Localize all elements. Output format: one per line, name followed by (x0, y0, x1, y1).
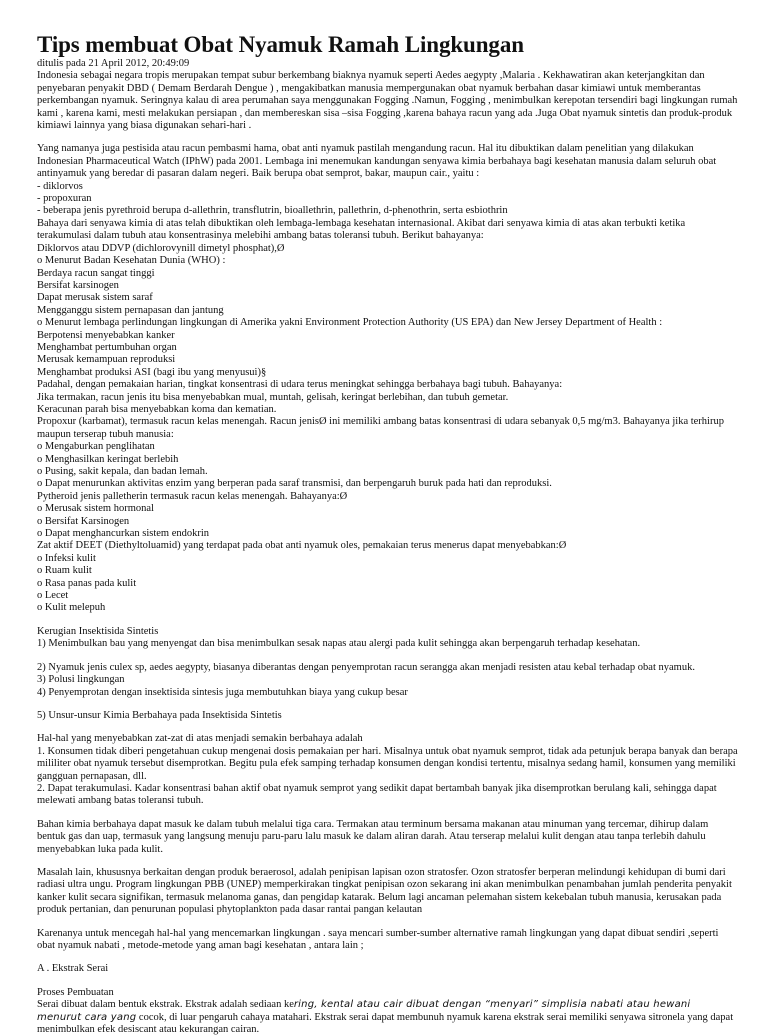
spacer (37, 722, 738, 733)
process-text-handwritten: ring, kental atau cair dibuat dengan “menyari” simplisia nabati atau hewani menurut cara yang (37, 999, 694, 1023)
paragraph-losses: Kerugian Insektisida Sintetis 1) Menimbulkan bau yang menyengat dan bisa menimbulkan sesak napas atau alergi pada kulit sehingga akan berpengaruh terhadap kesehatan. (37, 625, 641, 650)
paragraph-alternatives: Karenanya untuk mencegah hal-hal yang mencemarkan lingkungan . saya mencari sumber-sumber alternative ramah lingkungan yang dapat dibuat sendiri ,seperti obat nyamuk nabati , metode-metode yang aman bagi kesehatan , antara lain ; (37, 927, 722, 951)
paragraph-causes: Hal-hal yang menyebabkan zat-zat di atas menjadi semakin berbahaya adalah 1. Konsumen tidak diberi pengetahuan cukup mengenai dosis pemakaian per hari. Misalnya untuk obat nyamuk semprot, tidak ada petunjuk berapa banyak dan berapa mililiter obat nyamuk tersebut disemprotkan. Begitu pula efek samping terhadap konsumen dengan kondisi tertentu, misalnya sedang hamil, konsumen yang memiliki gangguan pernapasan, dll. 2. Dapat terakumulasi. Kadar konsentrasi bahan aktif obat nyamuk semprot yang sedikit dapat bertambah banyak jika disemprotkan berulang kali, sehingga dapat melewati ambang batas toleransi tubuh. (37, 733, 738, 807)
spacer (37, 132, 738, 143)
article-date: ditulis pada 21 April 2012, 20:49:09 (37, 58, 190, 69)
spacer (37, 615, 738, 626)
process-text-start: Serai dibuat dalam bentuk ekstrak. Ekstrak adalah sediaan ke (37, 999, 294, 1011)
spacer (37, 856, 738, 867)
paragraph-resistance: 2) Nyamuk jenis culex sp, aedes aegypty, biasanya diberantas dengan penyemprotan racun serangga akan menjadi resisten atau kebal terhadap obat nyamuk. 3) Polusi lingkungan 4) Penyemprotan dengan insektisida sintesis juga membutuhkan biaya yang cukup besar (37, 661, 695, 698)
spacer (37, 952, 738, 963)
section-heading-serai: A . Ekstrak Serai (37, 963, 109, 975)
paragraph-chemicals-heading: 5) Unsur-unsur Kimia Berbahaya pada Insektisida Sintetis (37, 709, 282, 721)
paragraph-hazards: Yang namanya juga pestisida atau racun pembasmi hama, obat anti nyamuk pastilah mengandung racun. Hal itu dibuktikan dalam penelitian yang dilakukan Indonesian Pharmaceutical Watch (IPhW) pada 2001. Lembaga ini menemukan kandungan senyawa kimia berbahaya bagi kesehatan manusia dalam seluruh obat antinyamuk yang beredar di pasaran dalam negeri. Baik berupa obat semprot, bakar, maupun cair., yaitu : - diklorvos - propoxuran - beberapa jenis pyrethroid berupa d-allethrin, transflutrin, bioallethrin, pallethrin, d-phenothrin, serta esbiothrin Bahaya dari senyawa kimia di atas telah dibuktikan oleh lembaga-lembaga kesehatan internasional. Akibat dari senyawa kimia di atas akan terbukti ketika terakumulasi dalam tubuh atau konsentrasinya melebihi ambang batas toleransi tubuh. Berikut bahayanya: Diklorvos atau DDVP (dichlorovynill dimetyl phosphat),Ø o Menurut Badan Kesehatan Dunia (WHO) : Berdaya racun sangat tinggi Bersifat karsinogen Dapat merusak sistem saraf Mengganggu sistem pernapasan dan jantung o Menurut lembaga perlindungan lingkungan di Amerika yakni Environment Protection Authority (US EPA) dan New Jersey Department of Health : Berpotensi menyebabkan kanker Menghambat pertumbuhan organ Merusak kemampuan reproduksi Menghambat produksi ASI (bagi ibu yang menyusui)§ Padahal, dengan pemakaian harian, tingkat konsentrasi di udara terus meningkat sehingga berbahaya bagi tubuh. Bahayanya: Jika termakan, racun jenis itu bisa menyebabkan mual, muntah, gelisah, keringat berlebihan, dan tubuh gemetar. Keracunan parah bisa menyebabkan koma dan kematian. Propoxur (karbamat), termasuk racun kelas menengah. Racun jenisØ ini memiliki ambang batas konsentrasi di udara sebanyak 0,5 mg/m3. Bahayanya jika terhirup maupun terserap tubuh manusia: o Mengaburkan penglihatan o Menghasilkan keringat berlebih o Pusing, sakit kepala, dan badan lemah. o Dapat menurunkan aktivitas enzim yang berperan pada saraf transmisi, dan berpengaruh buruk pada hati dan reproduksi. Pytheroid jenis palletherin termasuk racun kelas menengah. Bahayanya:Ø o Merusak sistem hormonal o Bersifat Karsinogen o Dapat menghancurkan sistem endokrin Zat aktif DEET (Diethyltoluamid) yang terdapat pada obat anti nyamuk oles, pemakaian terus menerus dapat menyebabkan:Ø o Infeksi kulit o Ruam kulit o Rasa panas pada kulit o Lecet o Kulit melepuh (37, 143, 724, 614)
spacer (37, 699, 738, 710)
spacer (37, 651, 738, 662)
process-text-rest: cocok, di luar pengaruh cahaya matahari. Ekstrak serai dapat membunuh nyamuk karena ekstrak serai memiliki senyawa sitronela yang dapat menimbulkan efek desiscant atau kekurangan cairan. (37, 1011, 736, 1036)
paragraph-entry-routes: Bahan kimia berbahaya dapat masuk ke dalam tubuh melalui tiga cara. Termakan atau terminum bersama makanan atau minuman yang tercemar, dihirup dalam bentuk gas dan uap, termasuk yang langsung menuju paru-paru lalu masuk ke dalam aliran darah. Atau terserap melalui kulit dengan atau tanpa terlebih dahulu menyebabkan luka pada kulit. (37, 818, 711, 855)
spacer (37, 808, 738, 819)
paragraph-intro: Indonesia sebagai negara tropis merupakan tempat subur berkembang biaknya nyamuk seperti Aedes aegypty ,Malaria . Kekhawatiran akan keterjangkitan dan penyebaran penyakit DBD ( Demam Berdarah Dengue ) , mengakibatkan manusia mempergunakan obat nyamuk berbahan dasar kimiawi untuk memberantas perkembangan nyamuk. Seringnya kalau di area perumahan saya menggunakan Fogging .Namun, Fogging , menimbulkan kerepotan tersendiri bagi lingkungan rumah kami , karena kami, mesti melakukan persiapan , dan membereskan sisa –sisa Fogging ,karena bahaya racun yang ada .Juga Obat nyamuk sintetis dan produk-produk kimiawi lainnya yang biasa digunakan sehari-hari . (37, 70, 741, 132)
process-heading: Proses Pembuatan (37, 986, 114, 998)
paragraph-process (37, 999, 738, 1036)
paragraph-ozone: Masalah lain, khususnya berkaitan dengan produk beraerosol, adalah penipisan lapisan ozon stratosfer. Ozon stratosfer berperan melindungi kehidupan di bumi dari radiasi ultra ungu. Program lingkungan PBB (UNEP) memperkirakan tingkat penipisan ozon sekarang ini akan menimbulkan penambahan jumlah penderita penyakit kanker kulit secara signifikan, termasuk melanoma ganas, dan pengidap katarak. Belum lagi ancaman pelemahan sistem kekebalan tubuh manusia, kerusakan pada produk pertanian, dan penurunan populasi phytoplankton pada dasar rantai pangan kelautan (37, 866, 735, 916)
article-title: Tips membuat Obat Nyamuk Ramah Lingkungan (37, 32, 524, 57)
spacer (37, 976, 738, 987)
spacer (37, 917, 738, 928)
